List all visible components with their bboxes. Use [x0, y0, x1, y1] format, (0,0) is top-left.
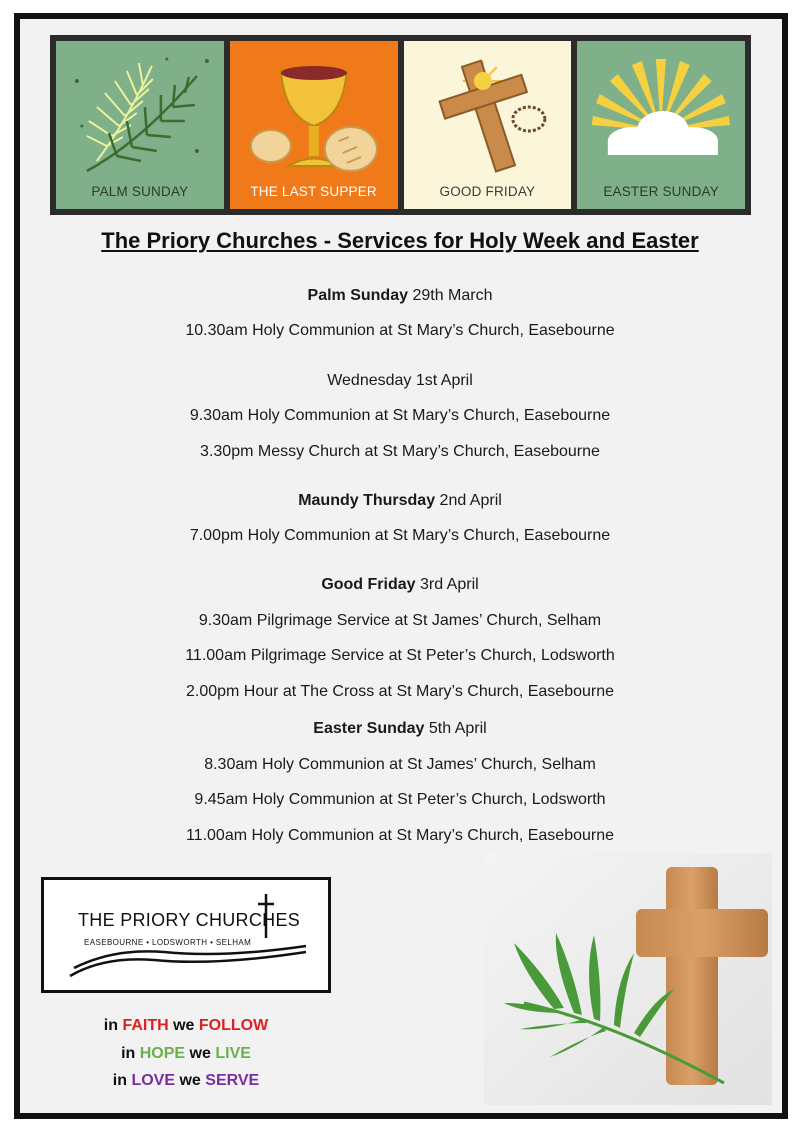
- schedule-line: [0, 322, 800, 340]
- schedule-line: [0, 443, 800, 461]
- schedule-line: [0, 683, 800, 701]
- schedule-line: [0, 372, 800, 390]
- logo-cross-waves-icon: [44, 880, 328, 990]
- holy-week-banner: [50, 35, 751, 215]
- schedule-line: [0, 612, 800, 630]
- page-title: The Priory Churches - Services for Holy Week and Easter: [101, 228, 699, 253]
- schedule-line: [0, 756, 800, 774]
- schedule-text: 5th April: [424, 720, 487, 737]
- schedule-text: 3rd April: [415, 576, 479, 593]
- motto-word: we: [179, 1072, 201, 1089]
- motto-word: FOLLOW: [198, 1017, 269, 1034]
- schedule-text: 7.00pm Holy Communion at St Mary’s Church, Easebourne: [189, 527, 611, 544]
- schedule-line: [0, 647, 800, 665]
- schedule-text: 11.00am Pilgrimage Service at St Peter’s Church, Lodsworth: [185, 647, 615, 664]
- schedule-line: [0, 492, 800, 510]
- schedule-text: 29th March: [408, 287, 493, 304]
- schedule-text: 11.00am Holy Communion at St Mary’s Church, Easebourne: [185, 827, 615, 844]
- schedule-day-heading: Good Friday: [321, 576, 416, 593]
- schedule-text: 9.30am Holy Communion at St Mary’s Church, Easebourne: [189, 407, 611, 424]
- schedule-line: [0, 720, 800, 738]
- schedule-line: [0, 407, 800, 425]
- schedule-text: 10.30am Holy Communion at St Mary’s Church, Easebourne: [185, 322, 615, 339]
- motto-line: [41, 1017, 331, 1035]
- logo-subtitle: EASEBOURNE • LODSWORTH • SELHAM: [84, 938, 252, 947]
- motto-word: in: [112, 1072, 127, 1089]
- schedule-text: 2nd April: [435, 492, 502, 509]
- schedule-day-heading: Palm Sunday: [307, 287, 408, 304]
- schedule-text: 2.00pm Hour at The Cross at St Mary’s Church, Easebourne: [185, 683, 615, 700]
- easter-sunday-panel: [577, 41, 745, 209]
- schedule-line: [0, 527, 800, 545]
- motto-word: LOVE: [131, 1072, 176, 1089]
- schedule-text: 3.30pm Messy Church at St Mary’s Church, Easebourne: [200, 443, 600, 460]
- good-friday-panel: [404, 41, 572, 209]
- motto-word: we: [173, 1017, 195, 1034]
- motto-word: LIVE: [215, 1045, 251, 1062]
- motto-word: FAITH: [122, 1017, 169, 1034]
- schedule-day-heading: Easter Sunday: [313, 720, 425, 737]
- schedule-text: 9.45am Holy Communion at St Peter’s Church, Lodsworth: [194, 791, 606, 808]
- schedule-text: 9.30am Pilgrimage Service at St James’ Church, Selham: [198, 612, 602, 629]
- logo-title: THE PRIORY CHURCHES: [78, 910, 301, 930]
- schedule-line: [0, 791, 800, 809]
- last-supper-label: THE LAST SUPPER: [250, 184, 377, 199]
- palm-sunday-panel: [56, 41, 224, 209]
- schedule-text: Wednesday 1st April: [327, 372, 473, 389]
- motto-line: [41, 1045, 331, 1063]
- wooden-cross-palm-image: [484, 853, 772, 1105]
- schedule-line: [0, 287, 800, 305]
- priory-churches-logo: [41, 877, 331, 993]
- motto-word: SERVE: [205, 1072, 260, 1089]
- good-friday-label: GOOD FRIDAY: [439, 184, 536, 199]
- schedule-day-heading: Maundy Thursday: [298, 492, 436, 509]
- motto-word: in: [103, 1017, 118, 1034]
- schedule-line: [0, 827, 800, 845]
- last-supper-panel: [230, 41, 398, 209]
- schedule-line: [0, 576, 800, 594]
- motto-word: in: [121, 1045, 136, 1062]
- palm-sunday-label: PALM SUNDAY: [91, 184, 189, 199]
- motto-line: [41, 1072, 331, 1090]
- motto-word: HOPE: [139, 1045, 186, 1062]
- schedule-text: 8.30am Holy Communion at St James’ Church, Selham: [204, 756, 596, 773]
- motto-word: we: [189, 1045, 211, 1062]
- easter-sunday-label: EASTER SUNDAY: [603, 184, 719, 199]
